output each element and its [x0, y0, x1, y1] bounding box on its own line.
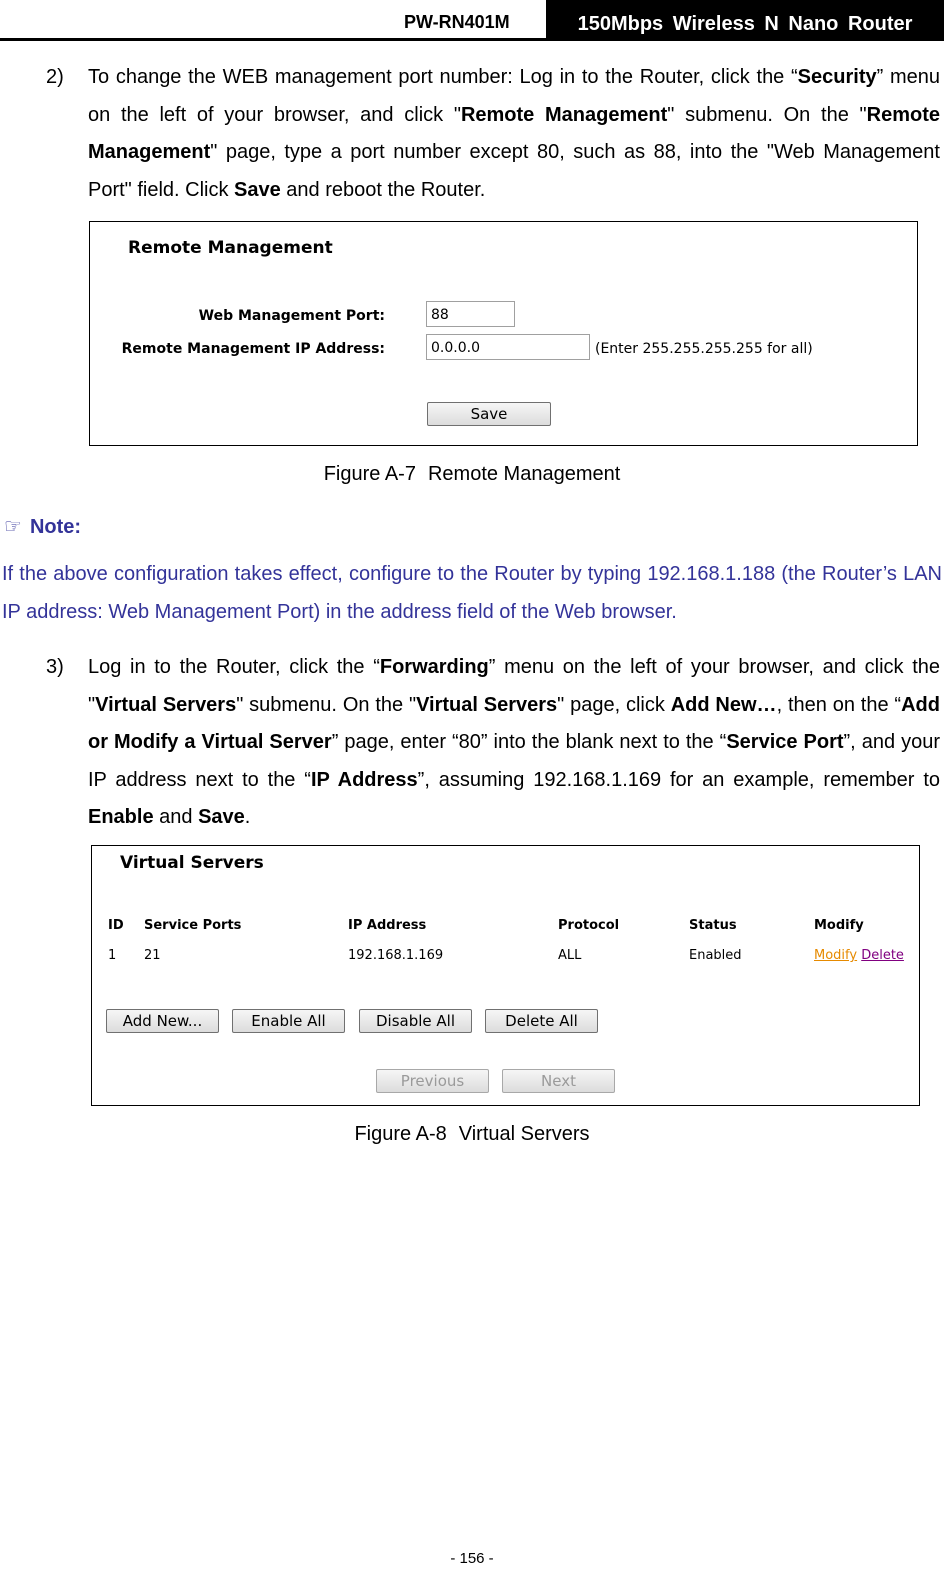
remote-ip-input[interactable]: 0.0.0.0 [426, 334, 590, 360]
delete-all-button[interactable]: Delete All [485, 1009, 598, 1033]
row-protocol: ALL [558, 948, 582, 963]
row-id: 1 [108, 948, 117, 963]
previous-button[interactable]: Previous [376, 1069, 489, 1093]
column-header-status: Status [689, 918, 737, 933]
step-3-number: 3) [46, 656, 64, 678]
save-button[interactable]: Save [427, 402, 551, 426]
disable-all-button[interactable]: Disable All [359, 1009, 472, 1033]
row-service-ports: 21 [144, 948, 161, 963]
column-header-protocol: Protocol [558, 918, 620, 933]
step-2-text: To change the WEB management port number: Log in to the Router, click the “Security” menu on the left of your browser, and click "Remote Management" submenu. On the "Remote Management" page, type a port number except 80, such as 88, into the "Web Management Port" field. Click Save and reboot the Router. [88, 66, 940, 201]
remote-management-title: Remote Management [128, 238, 333, 258]
header-rule [0, 38, 944, 41]
note-heading: ☞ Note: [4, 516, 82, 538]
row-actions [814, 948, 904, 963]
product-title: 150Mbps Wireless N Nano Router [546, 0, 944, 40]
row-status: Enabled [689, 948, 742, 963]
modify-link[interactable]: Modify [814, 948, 858, 963]
virtual-servers-title: Virtual Servers [120, 853, 264, 873]
web-management-port-input[interactable]: 88 [426, 301, 515, 327]
note-text: If the above configuration takes effect, configure to the Router by typing 192.168.1.188 (the Router’s LAN IP address: Web Management Port) in the address field of the Web browser. [2, 563, 942, 623]
column-header-modify: Modify [814, 918, 864, 933]
enable-all-button[interactable]: Enable All [232, 1009, 345, 1033]
page-number: - 156 - [450, 1550, 494, 1567]
figure-a8-caption: Figure A-8 Virtual Servers [354, 1123, 590, 1145]
next-button[interactable]: Next [502, 1069, 615, 1093]
ip-hint: (Enter 255.255.255.255 for all) [595, 341, 813, 357]
step-2-number: 2) [46, 66, 64, 88]
column-header-id: ID [108, 918, 124, 933]
row-ip-address: 192.168.1.169 [348, 948, 444, 963]
model-name: PW-RN401M [404, 12, 510, 32]
step-3-text: Log in to the Router, click the “Forwarding” menu on the left of your browser, and click the "Virtual Servers" submenu. On the "Virtual Servers" page, click Add New…, then on the “Add or Modify a Virtual Server” page, enter “80” into the blank next to the “Service Port”, and your IP address next to the “IP Address”, assuming 192.168.1.169 for an example, remember to Enable and Save. [88, 656, 941, 828]
column-header-ip-address: IP Address [348, 918, 427, 933]
column-header-service-ports: Service Ports [144, 918, 242, 933]
page-header [0, 0, 944, 42]
delete-link[interactable]: Delete [861, 948, 904, 963]
virtual-servers-screenshot [91, 845, 920, 1106]
add-new-button[interactable]: Add New... [106, 1009, 219, 1033]
remote-management-screenshot [89, 221, 918, 446]
pointing-hand-icon: ☞ [4, 516, 22, 538]
remote-ip-label: Remote Management IP Address: [121, 341, 385, 357]
web-management-port-label: Web Management Port: [198, 308, 385, 324]
figure-a7-caption: Figure A-7 Remote Management [323, 463, 621, 485]
